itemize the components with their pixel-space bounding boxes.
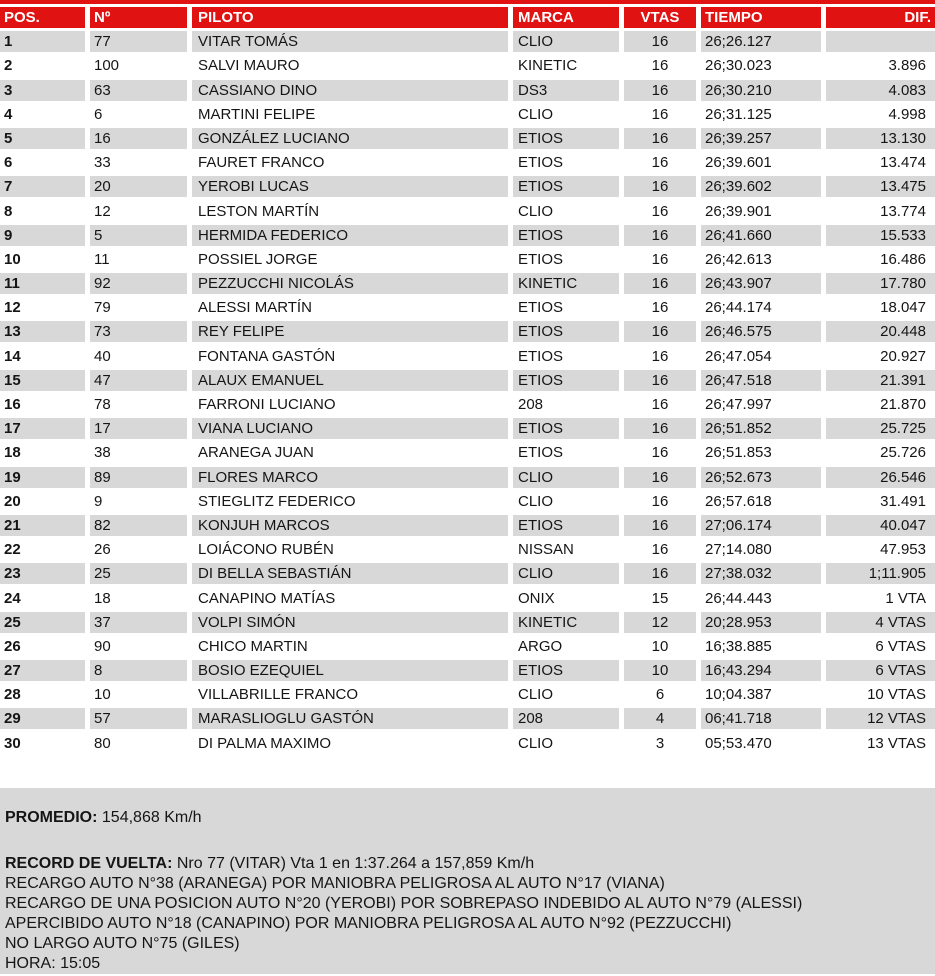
- cell-pos: 4: [4, 105, 13, 123]
- cell-pos: 26: [4, 637, 21, 655]
- cell-pos: 19: [0, 467, 85, 488]
- cell-tiempo: 16;38.885: [705, 637, 772, 655]
- cell-pos: 29: [0, 708, 85, 729]
- cell-piloto: LOIÁCONO RUBÉN: [198, 541, 334, 559]
- cell-piloto: VOLPI SIMÓN: [192, 612, 508, 633]
- table-row: [0, 346, 935, 367]
- cell-num: 89: [90, 467, 187, 488]
- cell-dif: 25.725: [826, 418, 935, 439]
- top-red-strip: [0, 0, 935, 4]
- cell-marca: CLIO: [518, 686, 554, 704]
- cell-vtas: 16: [624, 128, 696, 149]
- cell-pos: 14: [4, 347, 21, 365]
- cell-marca: 208: [513, 708, 619, 729]
- cell-pos: 5: [0, 128, 85, 149]
- cell-piloto: POSSIEL JORGE: [198, 250, 318, 268]
- cell-dif: 12 VTAS: [826, 708, 935, 729]
- cell-num: 6: [94, 105, 103, 123]
- note-line: APERCIBIDO AUTO N°18 (CANAPINO) POR MANIOBRA PELIGROSA AL AUTO N°92 (PEZZUCCHI): [5, 914, 732, 932]
- cell-tiempo: 26;42.613: [705, 250, 772, 268]
- cell-vtas: 16: [651, 57, 669, 75]
- cell-dif: 3.896: [888, 57, 926, 75]
- table-row: [0, 539, 935, 560]
- cell-marca: ETIOS: [513, 128, 619, 149]
- cell-piloto: ARANEGA JUAN: [198, 444, 314, 462]
- cell-vtas: 10: [651, 637, 669, 655]
- note-line: NO LARGO AUTO N°75 (GILES): [5, 934, 240, 952]
- cell-pos: 3: [0, 80, 85, 101]
- cell-vtas: 4: [624, 708, 696, 729]
- cell-pos: 24: [4, 589, 21, 607]
- table-header-row: [0, 7, 935, 28]
- footer-notes-block: [0, 788, 935, 974]
- cell-tiempo: 26;39.601: [705, 154, 772, 172]
- cell-marca: CLIO: [518, 492, 554, 510]
- cell-pos: 22: [4, 541, 21, 559]
- cell-vtas: 16: [651, 105, 669, 123]
- cell-dif: 18.047: [880, 299, 926, 317]
- cell-num: 79: [94, 299, 111, 317]
- cell-num: 73: [90, 321, 187, 342]
- cell-num: 11: [94, 250, 110, 268]
- table-row: [0, 612, 935, 633]
- table-row: [0, 55, 935, 76]
- cell-dif: 6 VTAS: [826, 660, 935, 681]
- cell-tiempo: 26;39.901: [705, 202, 772, 220]
- cell-num: 5: [90, 225, 187, 246]
- cell-vtas: 6: [655, 686, 665, 704]
- cell-piloto: ALESSI MARTÍN: [198, 299, 312, 317]
- cell-pos: 8: [4, 202, 13, 220]
- cell-pos: 15: [0, 370, 85, 391]
- table-row: [0, 80, 935, 101]
- cell-pos: 21: [0, 515, 85, 536]
- cell-marca: KINETIC: [513, 273, 619, 294]
- cell-marca: ETIOS: [513, 515, 619, 536]
- cell-tiempo: 26;57.618: [705, 492, 772, 510]
- cell-num: 90: [94, 637, 111, 655]
- cell-tiempo: 26;47.518: [701, 370, 821, 391]
- cell-vtas: 12: [624, 612, 696, 633]
- cell-marca: DS3: [513, 80, 619, 101]
- cell-num: 12: [94, 202, 111, 220]
- cell-piloto: DI PALMA MAXIMO: [198, 734, 332, 752]
- cell-vtas: 16: [651, 396, 669, 413]
- cell-piloto: MARTINI FELIPE: [198, 105, 316, 123]
- cell-vtas: 16: [624, 467, 696, 488]
- cell-marca: ARGO: [518, 637, 563, 655]
- cell-vtas: 16: [624, 80, 696, 101]
- cell-dif: 16.486: [880, 250, 926, 268]
- table-row: [0, 442, 935, 463]
- cell-dif: 13.474: [880, 154, 926, 172]
- cell-tiempo: 27;06.174: [701, 515, 821, 536]
- cell-marca: ETIOS: [518, 347, 564, 365]
- col-header-dif: DIF.: [826, 7, 935, 28]
- cell-piloto: VITAR TOMÁS: [192, 31, 508, 52]
- table-row: [0, 515, 935, 536]
- cell-num: 92: [90, 273, 187, 294]
- cell-vtas: 16: [624, 31, 696, 52]
- cell-pos: 20: [4, 492, 21, 510]
- cell-piloto: DI BELLA SEBASTIÁN: [192, 563, 508, 584]
- cell-vtas: 16: [651, 299, 669, 317]
- table-row: [0, 152, 935, 173]
- table-row: [0, 418, 935, 439]
- note-line: HORA: 15:05: [5, 954, 101, 972]
- cell-dif: 4 VTAS: [826, 612, 935, 633]
- cell-num: 17: [90, 418, 187, 439]
- cell-num: 20: [90, 176, 187, 197]
- cell-pos: 30: [4, 734, 21, 752]
- cell-dif: 21.391: [826, 370, 935, 391]
- cell-vtas: 16: [624, 273, 696, 294]
- cell-pos: 9: [0, 225, 85, 246]
- cell-vtas: 16: [624, 515, 696, 536]
- cell-piloto: HERMIDA FEDERICO: [192, 225, 508, 246]
- cell-piloto: LESTON MARTÍN: [198, 202, 320, 220]
- cell-pos: 13: [0, 321, 85, 342]
- cell-num: 77: [90, 31, 187, 52]
- cell-num: 82: [90, 515, 187, 536]
- cell-dif: 13 VTAS: [867, 734, 926, 752]
- cell-num: 25: [90, 563, 187, 584]
- cell-pos: 25: [0, 612, 85, 633]
- cell-vtas: 16: [651, 444, 669, 462]
- cell-tiempo: 26;47.997: [705, 396, 772, 413]
- cell-dif: 15.533: [826, 225, 935, 246]
- cell-pos: 16: [4, 396, 21, 413]
- cell-num: 38: [94, 444, 111, 462]
- table-row: [0, 31, 935, 52]
- col-header-vtas: VTAS: [624, 7, 696, 28]
- cell-piloto: SALVI MAURO: [198, 57, 300, 75]
- cell-tiempo: 26;44.443: [705, 589, 772, 607]
- table-row: [0, 636, 935, 657]
- cell-vtas: 16: [651, 347, 669, 365]
- cell-dif: 31.491: [880, 492, 926, 510]
- cell-num: 40: [94, 347, 111, 365]
- table-row: [0, 660, 935, 681]
- cell-tiempo: 06;41.718: [701, 708, 821, 729]
- cell-tiempo: 16;43.294: [701, 660, 821, 681]
- col-header-piloto: PILOTO: [192, 7, 508, 28]
- record-label: RECORD DE VUELTA:: [5, 854, 173, 872]
- cell-num: 63: [90, 80, 187, 101]
- record-line: [5, 854, 929, 874]
- cell-vtas: 3: [655, 734, 665, 752]
- cell-vtas: 16: [651, 154, 669, 172]
- cell-marca: ONIX: [518, 589, 555, 607]
- cell-dif: 4.998: [888, 105, 926, 123]
- cell-piloto: MARASLIOGLU GASTÓN: [192, 708, 508, 729]
- cell-dif: 4.083: [826, 80, 935, 101]
- cell-dif: [826, 31, 935, 52]
- table-row: [0, 128, 935, 149]
- cell-pos: 10: [4, 250, 21, 268]
- table-row: [0, 563, 935, 584]
- cell-tiempo: 26;43.907: [701, 273, 821, 294]
- cell-pos: 11: [0, 273, 85, 294]
- cell-marca: ETIOS: [518, 154, 564, 172]
- cell-pos: 6: [4, 154, 13, 172]
- cell-tiempo: 10;04.387: [705, 686, 772, 704]
- cell-num: 26: [94, 541, 111, 559]
- cell-num: 9: [94, 492, 103, 510]
- table-row: [0, 708, 935, 729]
- cell-vtas: 16: [624, 176, 696, 197]
- cell-marca: NISSAN: [518, 541, 574, 559]
- cell-vtas: 10: [624, 660, 696, 681]
- cell-piloto: GONZÁLEZ LUCIANO: [192, 128, 508, 149]
- table-row: [0, 104, 935, 125]
- cell-tiempo: 26;51.853: [705, 444, 772, 462]
- cell-piloto: YEROBI LUCAS: [192, 176, 508, 197]
- cell-piloto: CASSIANO DINO: [192, 80, 508, 101]
- cell-pos: 28: [4, 686, 21, 704]
- cell-num: 78: [94, 396, 111, 413]
- cell-piloto: CHICO MARTIN: [198, 637, 308, 655]
- cell-vtas: 16: [624, 418, 696, 439]
- cell-tiempo: 26;52.673: [701, 467, 821, 488]
- cell-tiempo: 27;38.032: [701, 563, 821, 584]
- cell-dif: 20.927: [880, 347, 926, 365]
- cell-tiempo: 26;41.660: [701, 225, 821, 246]
- cell-piloto: BOSIO EZEQUIEL: [192, 660, 508, 681]
- cell-piloto: REY FELIPE: [192, 321, 508, 342]
- cell-piloto: KONJUH MARCOS: [192, 515, 508, 536]
- col-header-pos: POS.: [0, 7, 85, 28]
- cell-tiempo: 26;44.174: [705, 299, 772, 317]
- cell-vtas: 16: [624, 563, 696, 584]
- cell-vtas: 16: [651, 492, 669, 510]
- cell-tiempo: 26;47.054: [705, 347, 772, 365]
- table-row: [0, 273, 935, 294]
- cell-dif: 40.047: [826, 515, 935, 536]
- cell-dif: 10 VTAS: [867, 686, 926, 704]
- cell-dif: 6 VTAS: [875, 637, 926, 655]
- cell-tiempo: 26;39.257: [701, 128, 821, 149]
- cell-pos: 23: [0, 563, 85, 584]
- table-row: [0, 467, 935, 488]
- promedio-label: PROMEDIO:: [5, 808, 98, 826]
- cell-marca: ETIOS: [513, 660, 619, 681]
- table-row: [0, 201, 935, 222]
- cell-tiempo: 26;39.602: [701, 176, 821, 197]
- table-row: [0, 588, 935, 609]
- cell-piloto: ALAUX EMANUEL: [192, 370, 508, 391]
- table-row: [0, 249, 935, 270]
- cell-tiempo: 20;28.953: [701, 612, 821, 633]
- cell-pos: 18: [4, 444, 21, 462]
- cell-pos: 7: [0, 176, 85, 197]
- cell-pos: 17: [0, 418, 85, 439]
- cell-num: 8: [90, 660, 187, 681]
- cell-marca: CLIO: [518, 105, 554, 123]
- cell-num: 33: [94, 154, 111, 172]
- cell-tiempo: 26;46.575: [701, 321, 821, 342]
- cell-pos: 1: [0, 31, 85, 52]
- results-table: [0, 7, 935, 754]
- cell-dif: 25.726: [880, 444, 926, 462]
- cell-num: 80: [94, 734, 111, 752]
- cell-piloto: VIANA LUCIANO: [192, 418, 508, 439]
- promedio-value: 154,868 Km/h: [101, 808, 202, 826]
- table-row: [0, 297, 935, 318]
- cell-num: 57: [90, 708, 187, 729]
- cell-vtas: 15: [651, 589, 669, 607]
- cell-piloto: PEZZUCCHI NICOLÁS: [192, 273, 508, 294]
- col-header-num: Nº: [90, 7, 187, 28]
- table-row: [0, 176, 935, 197]
- cell-vtas: 16: [651, 250, 669, 268]
- cell-num: 10: [94, 686, 111, 704]
- cell-vtas: 16: [651, 541, 669, 559]
- table-row: [0, 394, 935, 415]
- cell-vtas: 16: [624, 225, 696, 246]
- cell-vtas: 16: [651, 202, 669, 220]
- promedio-line: [5, 808, 929, 828]
- col-header-tiempo: TIEMPO: [701, 7, 821, 28]
- table-row: [0, 733, 935, 754]
- cell-marca: CLIO: [518, 734, 554, 752]
- cell-marca: CLIO: [513, 31, 619, 52]
- table-row: [0, 370, 935, 391]
- cell-dif: 1;11.905: [826, 563, 935, 584]
- table-row: [0, 321, 935, 342]
- table-body: [0, 31, 935, 753]
- cell-tiempo: 26;30.023: [705, 57, 772, 75]
- cell-marca: ETIOS: [513, 370, 619, 391]
- cell-vtas: 16: [624, 370, 696, 391]
- cell-piloto: STIEGLITZ FEDERICO: [198, 492, 356, 510]
- cell-piloto: FONTANA GASTÓN: [198, 347, 336, 365]
- cell-piloto: FLORES MARCO: [192, 467, 508, 488]
- cell-tiempo: 05;53.470: [705, 734, 772, 752]
- cell-pos: 12: [4, 299, 21, 317]
- record-value: Nro 77 (VITAR) Vta 1 en 1:37.264 a 157,859 Km/h: [176, 854, 535, 872]
- cell-piloto: VILLABRILLE FRANCO: [198, 686, 359, 704]
- cell-dif: 13.475: [826, 176, 935, 197]
- table-row: [0, 684, 935, 705]
- table-row: [0, 491, 935, 512]
- cell-marca: ETIOS: [513, 418, 619, 439]
- cell-num: 47: [90, 370, 187, 391]
- cell-vtas: 16: [624, 321, 696, 342]
- cell-piloto: FARRONI LUCIANO: [198, 396, 336, 413]
- table-row: [0, 225, 935, 246]
- cell-pos: 27: [0, 660, 85, 681]
- cell-marca: ETIOS: [513, 321, 619, 342]
- cell-piloto: FAURET FRANCO: [198, 154, 325, 172]
- note-line: RECARGO DE UNA POSICION AUTO N°20 (YEROBI) POR SOBREPASO INDEBIDO AL AUTO N°79 (ALESSI): [5, 894, 803, 912]
- cell-num: 18: [94, 589, 111, 607]
- cell-num: 100: [94, 57, 120, 75]
- cell-tiempo: 26;31.125: [705, 105, 772, 123]
- note-line: RECARGO AUTO N°38 (ARANEGA) POR MANIOBRA PELIGROSA AL AUTO N°17 (VIANA): [5, 874, 665, 892]
- cell-marca: ETIOS: [518, 444, 564, 462]
- cell-dif: 17.780: [826, 273, 935, 294]
- cell-marca: ETIOS: [518, 299, 564, 317]
- cell-tiempo: 26;30.210: [701, 80, 821, 101]
- cell-marca: CLIO: [518, 202, 554, 220]
- cell-dif: 13.774: [880, 202, 926, 220]
- cell-dif: 1 VTA: [885, 589, 926, 607]
- cell-tiempo: 26;26.127: [701, 31, 821, 52]
- cell-dif: 20.448: [826, 321, 935, 342]
- cell-marca: ETIOS: [518, 250, 564, 268]
- cell-dif: 26.546: [826, 467, 935, 488]
- cell-marca: ETIOS: [513, 176, 619, 197]
- cell-num: 16: [90, 128, 187, 149]
- cell-num: 37: [90, 612, 187, 633]
- cell-piloto: CANAPINO MATÍAS: [198, 589, 336, 607]
- cell-marca: CLIO: [513, 467, 619, 488]
- cell-marca: 208: [518, 396, 544, 413]
- cell-marca: CLIO: [513, 563, 619, 584]
- cell-marca: KINETIC: [513, 612, 619, 633]
- cell-tiempo: 27;14.080: [705, 541, 772, 559]
- col-header-marca: MARCA: [513, 7, 619, 28]
- cell-dif: 21.870: [880, 396, 926, 413]
- cell-dif: 13.130: [826, 128, 935, 149]
- cell-marca: KINETIC: [518, 57, 578, 75]
- cell-tiempo: 26;51.852: [701, 418, 821, 439]
- cell-pos: 2: [4, 57, 13, 75]
- cell-dif: 47.953: [880, 541, 926, 559]
- cell-marca: ETIOS: [513, 225, 619, 246]
